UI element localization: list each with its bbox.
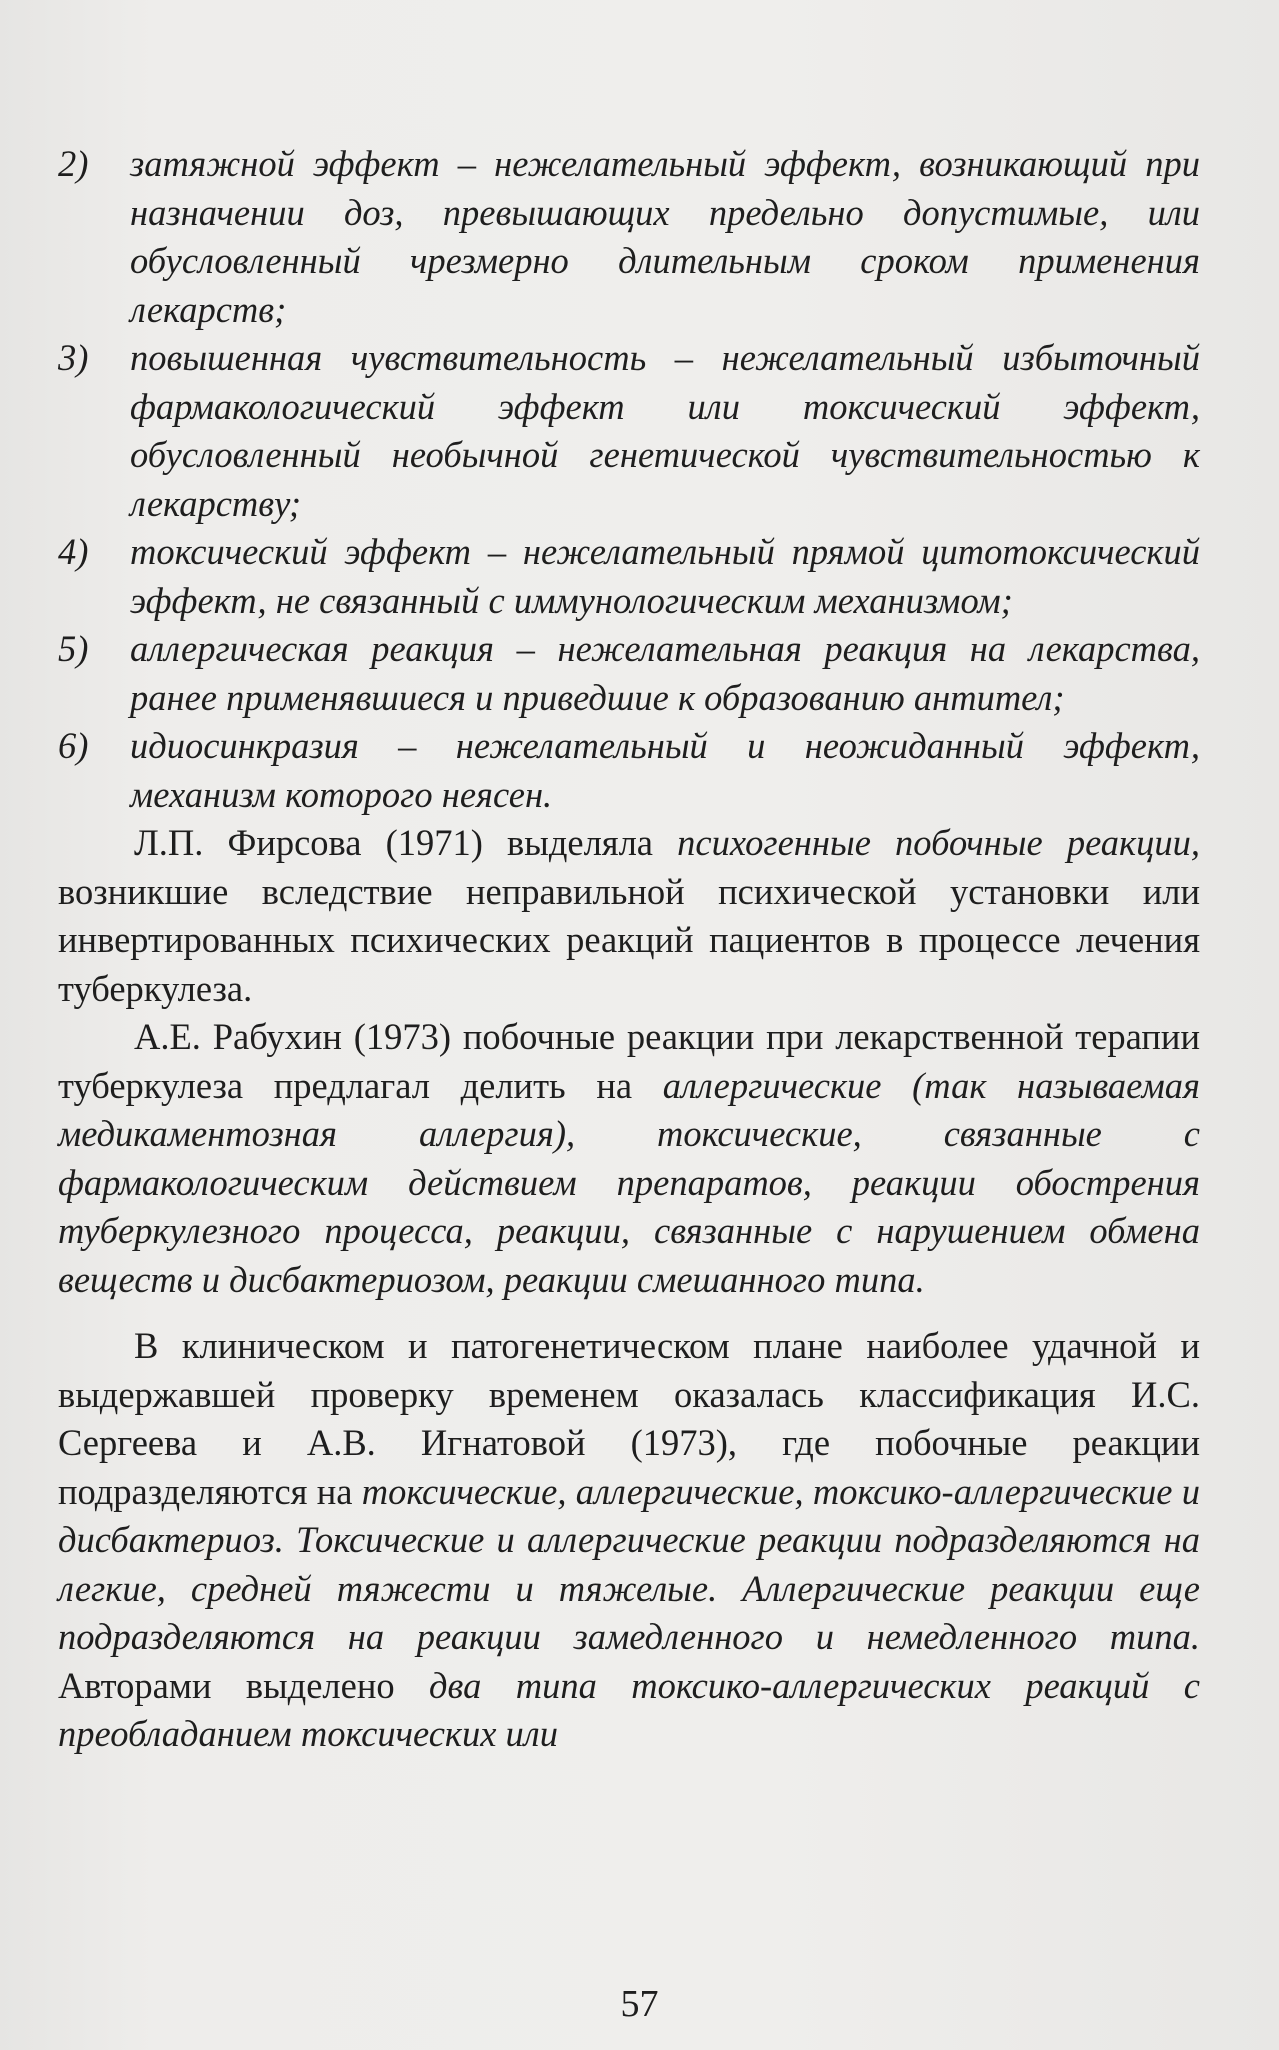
list-item-text: аллергическая реакция – нежелательная реакция на лекарства, ранее применявшиеся и приведшие к образованию антител;: [130, 628, 1200, 718]
list-item-number: 3): [58, 337, 89, 378]
page-body: [58, 140, 1200, 1759]
list-item: [58, 722, 1200, 819]
paragraph-text: возникшие вследствие неправильной психической установки или инвертированных психических реакций пациентов в процессе лечения туберкулеза.: [58, 870, 1200, 1009]
list-item: [58, 334, 1200, 528]
paragraph-text: В клиническом и патогенетическом плане наиболее удачной и выдержавшей проверку временем оказалась классификация И.С. Сергеева и А.В. Игнатовой (1973), где побочные реакции подразделяются на: [58, 1325, 1200, 1512]
paragraph-emphasis: токсические, аллергические, токсико-аллергические и дисбактериоз. Токсические и аллергические реакции подразделяются на легкие, средней тяжести и тяжелые. Аллергические реакции еще подразделяются на реакции замедленного и немедленного типа.: [58, 1470, 1200, 1657]
list-item-number: 2): [58, 143, 89, 184]
paragraph-emphasis: психогенные побочные реакции,: [677, 822, 1200, 863]
paragraph-emphasis: два типа токсико-аллергических реакций с преобладанием токсических или: [58, 1664, 1200, 1754]
paragraph-text: Авторами выделено: [58, 1664, 430, 1706]
list-item-number: 6): [58, 725, 89, 766]
list-item-text: повышенная чувствительность – нежелательный избыточный фармакологический эффект или токсический эффект, обусловленный необычной генетической чувствительностью к лекарству;: [130, 337, 1200, 524]
list-item: [58, 528, 1200, 625]
list-item: [58, 140, 1200, 334]
list-item-number: 5): [58, 628, 89, 669]
paragraph-emphasis: аллергические (так называемая медикаментозная аллергия), токсические, связанные с фармакологическим действием препаратов, реакции обострения туберкулезного процесса, реакции, связанные с нарушением обмена веществ и дисбактериозом, реакции смешанного типа.: [58, 1064, 1200, 1300]
paragraph-classification: [58, 1322, 1200, 1759]
list-item: [58, 625, 1200, 722]
paragraph-rabukhin: [58, 1013, 1200, 1304]
list-item-text: токсический эффект – нежелательный прямой цитотоксический эффект, не связанный с иммунологическим механизмом;: [130, 531, 1200, 621]
list-item-text: идиосинкразия – нежелательный и неожиданный эффект, механизм которого неясен.: [130, 725, 1200, 815]
paragraph-firsova: [58, 819, 1200, 1013]
paragraph-text: А.Е. Рабухин (1973) побочные реакции при лекарственной терапии туберкулеза предлагал делить на: [58, 1016, 1200, 1106]
list-item-number: 4): [58, 531, 89, 572]
paragraph-text: Л.П. Фирсова (1971) выделяла: [134, 822, 678, 863]
list-item-text: затяжной эффект – нежелательный эффект, возникающий при назначении доз, превышающих предельно допустимые, или обусловленный чрезмерно длительным сроком применения лекарств;: [130, 143, 1200, 330]
page-number: 57: [620, 1983, 659, 2025]
